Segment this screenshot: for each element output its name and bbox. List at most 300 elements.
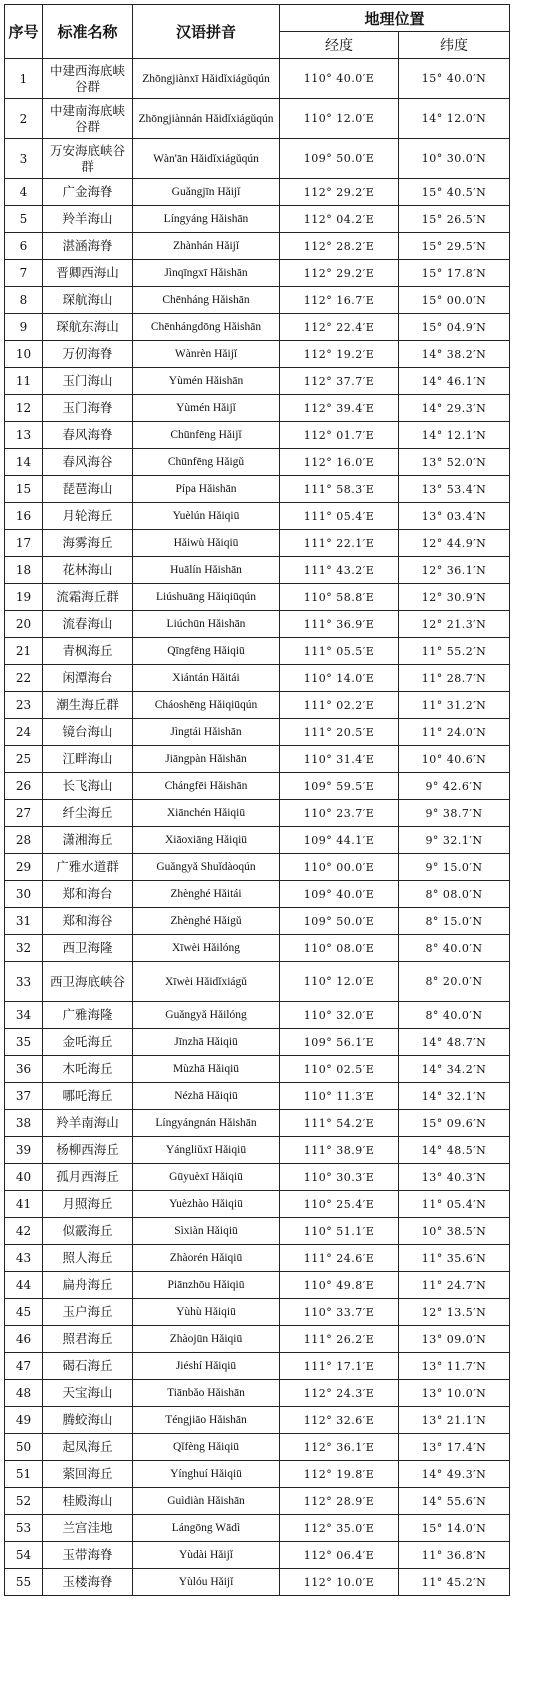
row-longitude: 110° 32.0′E bbox=[280, 1002, 399, 1029]
table-row bbox=[5, 1056, 510, 1083]
row-latitude: 13° 10.0′N bbox=[399, 1380, 510, 1407]
row-standard-name: 孤月西海丘 bbox=[43, 1164, 133, 1191]
row-longitude: 109° 50.0′E bbox=[280, 139, 399, 179]
row-longitude: 111° 20.5′E bbox=[280, 719, 399, 746]
row-longitude: 110° 30.3′E bbox=[280, 1164, 399, 1191]
row-longitude: 110° 40.0′E bbox=[280, 59, 399, 99]
row-latitude: 10° 38.5′N bbox=[399, 1218, 510, 1245]
row-standard-name: 玉户海丘 bbox=[43, 1299, 133, 1326]
row-standard-name: 镜台海山 bbox=[43, 719, 133, 746]
row-standard-name: 金吒海丘 bbox=[43, 1029, 133, 1056]
row-standard-name: 兰宫洼地 bbox=[43, 1515, 133, 1542]
row-pinyin: Yùmén Hǎijǐ bbox=[133, 395, 280, 422]
row-index: 26 bbox=[5, 773, 43, 800]
row-standard-name: 江畔海山 bbox=[43, 746, 133, 773]
row-index: 47 bbox=[5, 1353, 43, 1380]
row-standard-name: 桂殿海山 bbox=[43, 1488, 133, 1515]
row-latitude: 14° 32.1′N bbox=[399, 1083, 510, 1110]
row-longitude: 111° 38.9′E bbox=[280, 1137, 399, 1164]
row-pinyin: Yùhù Hǎiqiū bbox=[133, 1299, 280, 1326]
row-standard-name: 照人海丘 bbox=[43, 1245, 133, 1272]
row-longitude: 112° 16.0′E bbox=[280, 449, 399, 476]
row-latitude: 8° 40.0′N bbox=[399, 935, 510, 962]
row-standard-name: 玉带海脊 bbox=[43, 1542, 133, 1569]
row-latitude: 10° 30.0′N bbox=[399, 139, 510, 179]
row-pinyin: Guǎngyǎ Hǎilóng bbox=[133, 1002, 280, 1029]
row-standard-name: 月照海丘 bbox=[43, 1191, 133, 1218]
row-index: 9 bbox=[5, 314, 43, 341]
row-pinyin: Lángōng Wādì bbox=[133, 1515, 280, 1542]
row-longitude: 112° 28.9′E bbox=[280, 1488, 399, 1515]
row-pinyin: Huālín Hǎishān bbox=[133, 557, 280, 584]
row-longitude: 111° 58.3′E bbox=[280, 476, 399, 503]
table-row bbox=[5, 719, 510, 746]
row-longitude: 112° 10.0′E bbox=[280, 1569, 399, 1596]
row-pinyin: Língyáng Hǎishān bbox=[133, 206, 280, 233]
row-longitude: 109° 50.0′E bbox=[280, 908, 399, 935]
row-index: 23 bbox=[5, 692, 43, 719]
table-row bbox=[5, 1245, 510, 1272]
table-row bbox=[5, 1353, 510, 1380]
row-latitude: 11° 31.2′N bbox=[399, 692, 510, 719]
row-longitude: 110° 31.4′E bbox=[280, 746, 399, 773]
row-index: 53 bbox=[5, 1515, 43, 1542]
row-longitude: 112° 35.0′E bbox=[280, 1515, 399, 1542]
row-latitude: 11° 36.8′N bbox=[399, 1542, 510, 1569]
row-pinyin: Chēnhángdōng Hǎishān bbox=[133, 314, 280, 341]
row-standard-name: 流霜海丘群 bbox=[43, 584, 133, 611]
row-longitude: 110° 12.0′E bbox=[280, 962, 399, 1002]
row-standard-name: 起凤海丘 bbox=[43, 1434, 133, 1461]
row-pinyin: Qǐfèng Hǎiqiū bbox=[133, 1434, 280, 1461]
table-row bbox=[5, 206, 510, 233]
row-pinyin: Sìxiàn Hǎiqiū bbox=[133, 1218, 280, 1245]
row-standard-name: 琵琶海山 bbox=[43, 476, 133, 503]
row-pinyin: Jiāngpàn Hǎishān bbox=[133, 746, 280, 773]
table-row bbox=[5, 1569, 510, 1596]
row-pinyin: Wàn'ān Hǎidǐxiágǔqún bbox=[133, 139, 280, 179]
row-latitude: 14° 29.3′N bbox=[399, 395, 510, 422]
undersea-feature-names-table bbox=[4, 4, 510, 1596]
table-row bbox=[5, 1137, 510, 1164]
table-row bbox=[5, 395, 510, 422]
row-pinyin: Guìdiàn Hǎishān bbox=[133, 1488, 280, 1515]
row-index: 37 bbox=[5, 1083, 43, 1110]
row-pinyin: Wànrèn Hǎijǐ bbox=[133, 341, 280, 368]
row-pinyin: Liúchūn Hǎishān bbox=[133, 611, 280, 638]
row-standard-name: 天宝海山 bbox=[43, 1380, 133, 1407]
row-longitude: 112° 06.4′E bbox=[280, 1542, 399, 1569]
row-standard-name: 西卫海底峡谷 bbox=[43, 962, 133, 1002]
row-index: 16 bbox=[5, 503, 43, 530]
row-pinyin: Zhànhán Hǎijǐ bbox=[133, 233, 280, 260]
row-longitude: 111° 36.9′E bbox=[280, 611, 399, 638]
row-latitude: 8° 20.0′N bbox=[399, 962, 510, 1002]
row-longitude: 112° 29.2′E bbox=[280, 260, 399, 287]
row-standard-name: 广金海脊 bbox=[43, 179, 133, 206]
row-pinyin: Zhàojūn Hǎiqiū bbox=[133, 1326, 280, 1353]
table-row bbox=[5, 935, 510, 962]
table-row bbox=[5, 233, 510, 260]
row-latitude: 15° 04.9′N bbox=[399, 314, 510, 341]
row-longitude: 111° 02.2′E bbox=[280, 692, 399, 719]
table-row bbox=[5, 1488, 510, 1515]
row-latitude: 12° 44.9′N bbox=[399, 530, 510, 557]
row-standard-name: 月轮海丘 bbox=[43, 503, 133, 530]
row-standard-name: 萦回海丘 bbox=[43, 1461, 133, 1488]
row-latitude: 15° 40.5′N bbox=[399, 179, 510, 206]
row-standard-name: 腾蛟海山 bbox=[43, 1407, 133, 1434]
table-row bbox=[5, 260, 510, 287]
row-longitude: 112° 19.2′E bbox=[280, 341, 399, 368]
row-index: 52 bbox=[5, 1488, 43, 1515]
row-pinyin: Xiántán Hǎitái bbox=[133, 665, 280, 692]
row-pinyin: Yùdài Hǎijǐ bbox=[133, 1542, 280, 1569]
table-row bbox=[5, 1515, 510, 1542]
row-pinyin: Jìngtái Hǎishān bbox=[133, 719, 280, 746]
row-longitude: 110° 58.8′E bbox=[280, 584, 399, 611]
row-index: 24 bbox=[5, 719, 43, 746]
row-latitude: 13° 17.4′N bbox=[399, 1434, 510, 1461]
row-longitude: 112° 24.3′E bbox=[280, 1380, 399, 1407]
table-row bbox=[5, 1218, 510, 1245]
row-latitude: 15° 29.5′N bbox=[399, 233, 510, 260]
row-latitude: 11° 45.2′N bbox=[399, 1569, 510, 1596]
row-latitude: 8° 15.0′N bbox=[399, 908, 510, 935]
table-row bbox=[5, 1461, 510, 1488]
row-pinyin: Jìnqīngxī Hǎishān bbox=[133, 260, 280, 287]
row-pinyin: Yùlóu Hǎijǐ bbox=[133, 1569, 280, 1596]
row-longitude: 112° 36.1′E bbox=[280, 1434, 399, 1461]
row-pinyin: Cháoshēng Hǎiqiūqún bbox=[133, 692, 280, 719]
row-index: 8 bbox=[5, 287, 43, 314]
row-pinyin: Chēnháng Hǎishān bbox=[133, 287, 280, 314]
row-pinyin: Gūyuèxī Hǎiqiū bbox=[133, 1164, 280, 1191]
row-standard-name: 万安海底峡谷群 bbox=[43, 139, 133, 179]
row-latitude: 14° 55.6′N bbox=[399, 1488, 510, 1515]
table-row bbox=[5, 1272, 510, 1299]
row-latitude: 15° 00.0′N bbox=[399, 287, 510, 314]
row-longitude: 110° 23.7′E bbox=[280, 800, 399, 827]
row-index: 27 bbox=[5, 800, 43, 827]
row-longitude: 111° 24.6′E bbox=[280, 1245, 399, 1272]
row-pinyin: Zhōngjiànxī Hǎidǐxiágǔqún bbox=[133, 59, 280, 99]
row-standard-name: 郑和海台 bbox=[43, 881, 133, 908]
row-latitude: 9° 38.7′N bbox=[399, 800, 510, 827]
row-index: 28 bbox=[5, 827, 43, 854]
row-longitude: 111° 05.5′E bbox=[280, 638, 399, 665]
row-latitude: 14° 48.7′N bbox=[399, 1029, 510, 1056]
row-index: 31 bbox=[5, 908, 43, 935]
row-latitude: 13° 21.1′N bbox=[399, 1407, 510, 1434]
header-longitude: 经度 bbox=[280, 32, 399, 59]
row-pinyin: Jīnzhā Hǎiqiū bbox=[133, 1029, 280, 1056]
row-standard-name: 木吒海丘 bbox=[43, 1056, 133, 1083]
table-row bbox=[5, 1164, 510, 1191]
table-row bbox=[5, 1299, 510, 1326]
row-latitude: 13° 53.4′N bbox=[399, 476, 510, 503]
row-pinyin: Xīwèi Hǎidǐxiágǔ bbox=[133, 962, 280, 1002]
row-pinyin: Yángliǔxī Hǎiqiū bbox=[133, 1137, 280, 1164]
row-pinyin: Yínghuí Hǎiqiū bbox=[133, 1461, 280, 1488]
row-pinyin: Xiānchén Hǎiqiū bbox=[133, 800, 280, 827]
row-index: 3 bbox=[5, 139, 43, 179]
row-index: 17 bbox=[5, 530, 43, 557]
row-index: 51 bbox=[5, 1461, 43, 1488]
row-standard-name: 青枫海丘 bbox=[43, 638, 133, 665]
row-index: 1 bbox=[5, 59, 43, 99]
row-latitude: 13° 40.3′N bbox=[399, 1164, 510, 1191]
row-latitude: 14° 49.3′N bbox=[399, 1461, 510, 1488]
row-latitude: 11° 28.7′N bbox=[399, 665, 510, 692]
row-longitude: 110° 33.7′E bbox=[280, 1299, 399, 1326]
row-standard-name: 羚羊南海山 bbox=[43, 1110, 133, 1137]
row-pinyin: Jiéshí Hǎiqiū bbox=[133, 1353, 280, 1380]
row-index: 32 bbox=[5, 935, 43, 962]
table-row bbox=[5, 638, 510, 665]
row-longitude: 112° 37.7′E bbox=[280, 368, 399, 395]
row-standard-name: 西卫海隆 bbox=[43, 935, 133, 962]
table-row bbox=[5, 881, 510, 908]
row-latitude: 11° 55.2′N bbox=[399, 638, 510, 665]
row-index: 42 bbox=[5, 1218, 43, 1245]
row-pinyin: Chūnfēng Hǎigǔ bbox=[133, 449, 280, 476]
table-row bbox=[5, 139, 510, 179]
row-standard-name: 湛涵海脊 bbox=[43, 233, 133, 260]
row-longitude: 110° 14.0′E bbox=[280, 665, 399, 692]
row-longitude: 111° 17.1′E bbox=[280, 1353, 399, 1380]
row-longitude: 109° 59.5′E bbox=[280, 773, 399, 800]
row-longitude: 110° 00.0′E bbox=[280, 854, 399, 881]
row-index: 25 bbox=[5, 746, 43, 773]
table-row bbox=[5, 800, 510, 827]
row-latitude: 15° 14.0′N bbox=[399, 1515, 510, 1542]
row-index: 13 bbox=[5, 422, 43, 449]
row-pinyin: Nézhā Hǎiqiū bbox=[133, 1083, 280, 1110]
row-standard-name: 潮生海丘群 bbox=[43, 692, 133, 719]
row-index: 11 bbox=[5, 368, 43, 395]
table-row bbox=[5, 476, 510, 503]
row-latitude: 12° 30.9′N bbox=[399, 584, 510, 611]
row-longitude: 110° 49.8′E bbox=[280, 1272, 399, 1299]
row-index: 49 bbox=[5, 1407, 43, 1434]
table-row bbox=[5, 368, 510, 395]
row-latitude: 9° 32.1′N bbox=[399, 827, 510, 854]
row-pinyin: Chūnfēng Hǎijǐ bbox=[133, 422, 280, 449]
row-latitude: 10° 40.6′N bbox=[399, 746, 510, 773]
table-row bbox=[5, 908, 510, 935]
table-row bbox=[5, 746, 510, 773]
row-standard-name: 晋卿西海山 bbox=[43, 260, 133, 287]
row-latitude: 9° 15.0′N bbox=[399, 854, 510, 881]
row-index: 22 bbox=[5, 665, 43, 692]
row-pinyin: Mùzhā Hǎiqiū bbox=[133, 1056, 280, 1083]
row-pinyin: Yuèzhào Hǎiqiū bbox=[133, 1191, 280, 1218]
row-pinyin: Liúshuāng Hǎiqiūqún bbox=[133, 584, 280, 611]
row-longitude: 111° 22.1′E bbox=[280, 530, 399, 557]
row-index: 2 bbox=[5, 99, 43, 139]
row-longitude: 112° 32.6′E bbox=[280, 1407, 399, 1434]
row-latitude: 14° 34.2′N bbox=[399, 1056, 510, 1083]
table-row bbox=[5, 1326, 510, 1353]
row-longitude: 110° 51.1′E bbox=[280, 1218, 399, 1245]
row-latitude: 14° 46.1′N bbox=[399, 368, 510, 395]
table-row bbox=[5, 287, 510, 314]
table-row bbox=[5, 99, 510, 139]
row-index: 50 bbox=[5, 1434, 43, 1461]
row-pinyin: Qīngfēng Hǎiqiū bbox=[133, 638, 280, 665]
row-latitude: 12° 21.3′N bbox=[399, 611, 510, 638]
table-header bbox=[5, 5, 510, 59]
row-standard-name: 潇湘海丘 bbox=[43, 827, 133, 854]
row-index: 55 bbox=[5, 1569, 43, 1596]
table-row bbox=[5, 1380, 510, 1407]
row-latitude: 13° 03.4′N bbox=[399, 503, 510, 530]
header-index: 序号 bbox=[5, 5, 43, 59]
row-standard-name: 杨柳西海丘 bbox=[43, 1137, 133, 1164]
header-location: 地理位置 bbox=[280, 5, 510, 32]
table-row bbox=[5, 59, 510, 99]
row-latitude: 8° 40.0′N bbox=[399, 1002, 510, 1029]
row-index: 46 bbox=[5, 1326, 43, 1353]
row-pinyin: Zhàorén Hǎiqiū bbox=[133, 1245, 280, 1272]
row-latitude: 11° 05.4′N bbox=[399, 1191, 510, 1218]
row-standard-name: 似霰海丘 bbox=[43, 1218, 133, 1245]
row-index: 29 bbox=[5, 854, 43, 881]
row-longitude: 112° 01.7′E bbox=[280, 422, 399, 449]
row-standard-name: 海雾海丘 bbox=[43, 530, 133, 557]
row-longitude: 112° 28.2′E bbox=[280, 233, 399, 260]
row-index: 43 bbox=[5, 1245, 43, 1272]
row-pinyin: Guǎngjīn Hǎijǐ bbox=[133, 179, 280, 206]
row-index: 19 bbox=[5, 584, 43, 611]
row-longitude: 109° 40.0′E bbox=[280, 881, 399, 908]
table-row bbox=[5, 503, 510, 530]
row-index: 45 bbox=[5, 1299, 43, 1326]
header-latitude: 纬度 bbox=[399, 32, 510, 59]
row-index: 33 bbox=[5, 962, 43, 1002]
header-standard-name: 标准名称 bbox=[43, 5, 133, 59]
row-longitude: 112° 22.4′E bbox=[280, 314, 399, 341]
row-index: 15 bbox=[5, 476, 43, 503]
row-standard-name: 万仞海脊 bbox=[43, 341, 133, 368]
row-standard-name: 长飞海山 bbox=[43, 773, 133, 800]
row-standard-name: 闲潭海台 bbox=[43, 665, 133, 692]
row-pinyin: Tiānbǎo Hǎishān bbox=[133, 1380, 280, 1407]
table-row bbox=[5, 665, 510, 692]
row-latitude: 13° 52.0′N bbox=[399, 449, 510, 476]
table-row bbox=[5, 827, 510, 854]
row-latitude: 12° 13.5′N bbox=[399, 1299, 510, 1326]
table-row bbox=[5, 1110, 510, 1137]
header-pinyin: 汉语拼音 bbox=[133, 5, 280, 59]
row-longitude: 112° 39.4′E bbox=[280, 395, 399, 422]
row-latitude: 11° 24.0′N bbox=[399, 719, 510, 746]
table-row bbox=[5, 1191, 510, 1218]
row-index: 39 bbox=[5, 1137, 43, 1164]
table-row bbox=[5, 692, 510, 719]
row-longitude: 109° 44.1′E bbox=[280, 827, 399, 854]
row-pinyin: Guǎngyǎ Shuǐdàoqún bbox=[133, 854, 280, 881]
row-standard-name: 琛航海山 bbox=[43, 287, 133, 314]
row-longitude: 110° 11.3′E bbox=[280, 1083, 399, 1110]
row-index: 41 bbox=[5, 1191, 43, 1218]
table-row bbox=[5, 557, 510, 584]
row-latitude: 11° 35.6′N bbox=[399, 1245, 510, 1272]
row-latitude: 15° 17.8′N bbox=[399, 260, 510, 287]
row-standard-name: 纤尘海丘 bbox=[43, 800, 133, 827]
row-index: 34 bbox=[5, 1002, 43, 1029]
row-index: 44 bbox=[5, 1272, 43, 1299]
table-row bbox=[5, 314, 510, 341]
row-index: 5 bbox=[5, 206, 43, 233]
table-row bbox=[5, 854, 510, 881]
row-index: 18 bbox=[5, 557, 43, 584]
row-index: 20 bbox=[5, 611, 43, 638]
row-pinyin: Yuèlún Hǎiqiū bbox=[133, 503, 280, 530]
row-index: 36 bbox=[5, 1056, 43, 1083]
table-row bbox=[5, 1542, 510, 1569]
table-row bbox=[5, 449, 510, 476]
row-standard-name: 扁舟海丘 bbox=[43, 1272, 133, 1299]
row-index: 54 bbox=[5, 1542, 43, 1569]
row-pinyin: Zhènghé Hǎigǔ bbox=[133, 908, 280, 935]
row-pinyin: Xīwèi Hǎilóng bbox=[133, 935, 280, 962]
row-index: 30 bbox=[5, 881, 43, 908]
row-standard-name: 玉楼海脊 bbox=[43, 1569, 133, 1596]
row-latitude: 15° 40.0′N bbox=[399, 59, 510, 99]
row-latitude: 12° 36.1′N bbox=[399, 557, 510, 584]
row-standard-name: 玉门海山 bbox=[43, 368, 133, 395]
row-longitude: 112° 19.8′E bbox=[280, 1461, 399, 1488]
row-longitude: 111° 26.2′E bbox=[280, 1326, 399, 1353]
row-standard-name: 中建南海底峡谷群 bbox=[43, 99, 133, 139]
table-row bbox=[5, 1434, 510, 1461]
row-pinyin: Xiāoxiāng Hǎiqiū bbox=[133, 827, 280, 854]
row-longitude: 111° 05.4′E bbox=[280, 503, 399, 530]
row-standard-name: 玉门海脊 bbox=[43, 395, 133, 422]
table-row bbox=[5, 179, 510, 206]
row-latitude: 14° 12.1′N bbox=[399, 422, 510, 449]
table-body bbox=[5, 59, 510, 1596]
row-longitude: 109° 56.1′E bbox=[280, 1029, 399, 1056]
table-row bbox=[5, 1083, 510, 1110]
row-index: 4 bbox=[5, 179, 43, 206]
row-longitude: 110° 08.0′E bbox=[280, 935, 399, 962]
row-latitude: 14° 48.5′N bbox=[399, 1137, 510, 1164]
row-standard-name: 广雅海隆 bbox=[43, 1002, 133, 1029]
table-row bbox=[5, 773, 510, 800]
table-row bbox=[5, 584, 510, 611]
row-standard-name: 琛航东海山 bbox=[43, 314, 133, 341]
row-pinyin: Zhènghé Hǎitái bbox=[133, 881, 280, 908]
row-index: 21 bbox=[5, 638, 43, 665]
table-row bbox=[5, 962, 510, 1002]
row-index: 48 bbox=[5, 1380, 43, 1407]
row-pinyin: Chángfēi Hǎishān bbox=[133, 773, 280, 800]
row-index: 35 bbox=[5, 1029, 43, 1056]
row-longitude: 112° 16.7′E bbox=[280, 287, 399, 314]
row-standard-name: 碣石海丘 bbox=[43, 1353, 133, 1380]
row-longitude: 110° 02.5′E bbox=[280, 1056, 399, 1083]
row-index: 7 bbox=[5, 260, 43, 287]
row-index: 12 bbox=[5, 395, 43, 422]
table-row bbox=[5, 341, 510, 368]
row-pinyin: Téngjiāo Hǎishān bbox=[133, 1407, 280, 1434]
row-standard-name: 春风海脊 bbox=[43, 422, 133, 449]
row-latitude: 15° 26.5′N bbox=[399, 206, 510, 233]
row-pinyin: Piānzhōu Hǎiqiū bbox=[133, 1272, 280, 1299]
